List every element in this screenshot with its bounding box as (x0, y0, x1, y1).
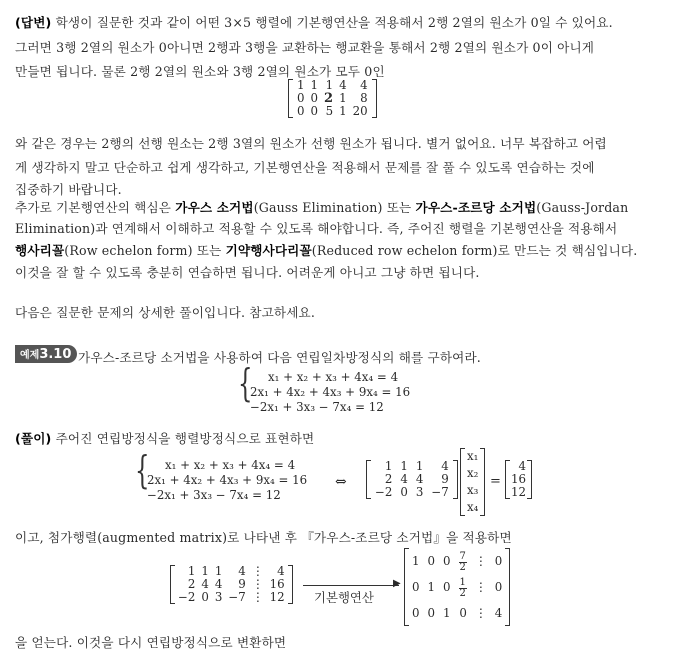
result-matrix-cell: ⋮ (474, 580, 487, 594)
rhs-vector-cell: 4 (518, 459, 527, 473)
iff-symbol: ⇔ (335, 474, 347, 490)
var-vector-row (465, 482, 480, 499)
variable-vector (460, 448, 485, 516)
result-matrix-cell: $\frac{1}{2}$ (459, 576, 466, 599)
matrix1-row (294, 105, 371, 118)
matrix1-cell: 0 (310, 91, 319, 105)
result-matrix-cell: 1 (427, 580, 436, 594)
matrix1-cell: 1 (339, 91, 347, 105)
result-matrix-row (408, 574, 506, 600)
coefficient-matrix (366, 460, 458, 499)
paragraph-line-3: 행사리꼴(Row echelon form) 또는 기약행사다리꼴(Reduced row echelon form)로 만드는 것 핵심입니다. (15, 243, 638, 258)
result-matrix-cell: 1 (412, 554, 420, 568)
result-matrix-cell: 0 (443, 554, 451, 568)
result-matrix-cell: $\frac{7}{2}$ (459, 550, 466, 573)
aug-matrix-cell: 4 (201, 577, 209, 591)
answer-line-4: 와 같은 경우는 2행의 선행 원소는 2행 3열의 원소가 선행 원소가 됩니다. 별거 없어요. 너무 복잡하고 어렵 (15, 136, 607, 151)
aug-matrix-cell: 16 (269, 577, 285, 591)
result-matrix-cell: 1 (443, 606, 451, 620)
aug-matrix-cell: 3 (214, 590, 223, 604)
example-matrix-zero-column (288, 79, 377, 118)
aug-matrix-cell: 4 (214, 577, 223, 591)
rhs-vector-cell: 16 (511, 472, 527, 486)
matrix1-cell: 0 (297, 91, 305, 105)
answer-line-5: 게 생각하지 말고 단순하고 쉽게 생각하고, 기본행연산을 적용해서 문제를 잘 풀 수 있도록 연습하는 것에 (15, 160, 595, 175)
aug-matrix-cell: 12 (269, 590, 285, 604)
matrix1-cell: 5 (325, 104, 334, 118)
aug-matrix-cell: ⋮ (251, 564, 264, 578)
coef-matrix-cell: 1 (384, 459, 393, 473)
coef-matrix-cell: 4 (400, 472, 408, 486)
answer-line-2: 그러면 3행 2열의 원소가 0아니면 2행과 3행을 교환하는 행교환을 통해서 2행 2열의 원소가 0이 아니게 (15, 40, 595, 55)
var-vector-cell: x₁ (467, 449, 479, 463)
coef-matrix-cell: 1 (400, 459, 408, 473)
equation-system: x₁ + x₂ + x₃ + 4x₄ = 4 2x₁ + 4x₂ + 4x₃ + 9x₄ = 16 −2x₁ + 3x₃ − 7x₄ = 12 (250, 370, 411, 414)
arrow-label: 기본행연산 (314, 590, 374, 605)
aug-matrix-cell: 4 (277, 564, 285, 578)
matrix1-cell: 2 (324, 91, 334, 106)
answer-line-6: 집중하기 바랍니다. (15, 182, 122, 197)
result-matrix (404, 548, 510, 626)
aug-matrix-cell: 1 (201, 564, 209, 578)
matrix1-cell: 4 (360, 78, 368, 92)
aug-matrix-cell: ⋮ (251, 577, 264, 591)
result-matrix-cell: 0 (427, 554, 436, 568)
paragraph-line-2: Elimination)과 연계해서 이해하고 적용할 수 있도록 해야합니다. 즉, 주어진 행렬을 기본행연산을 적용해서 (15, 221, 618, 236)
result-matrix-row (408, 548, 506, 574)
result-matrix-cell: 0 (412, 580, 420, 594)
aug-matrix-cell: ⋮ (251, 590, 264, 604)
rhs-vector-cell: 12 (511, 485, 527, 499)
arrow-head-icon: ▶ (393, 578, 401, 589)
coef-matrix-cell: −2 (375, 485, 393, 499)
var-vector-cell: x₂ (467, 466, 479, 480)
paragraph-line-1: 추가로 기본행연산의 핵심은 가우스 소거법(Gauss Elimination) 또는 가우스-조르당 소거법(Gauss-Jordan (15, 200, 629, 215)
aug-matrix-cell: 1 (187, 564, 196, 578)
equals-sign: = (490, 474, 501, 489)
rhs-vector-row (509, 486, 528, 499)
example-badge: 예제3.10 (15, 345, 77, 363)
matrix1-cell: 0 (310, 104, 319, 118)
coef-matrix-row (371, 486, 453, 499)
result-matrix-cell: 4 (494, 606, 503, 620)
var-vector-cell: x₄ (467, 500, 479, 514)
answer-line-3: 만들면 됩니다. 물론 2행 2열의 원소와 3행 2열의 원소가 모두 0인 (15, 64, 385, 79)
var-vector-row (465, 465, 480, 482)
result-matrix-cell: 0 (459, 606, 467, 620)
aug-matrix-row (175, 591, 288, 604)
aug-matrix-cell: 9 (238, 577, 246, 591)
coef-matrix-cell: 4 (441, 459, 449, 473)
result-matrix-cell: 0 (494, 580, 503, 594)
matrix1-cell: 1 (339, 104, 347, 118)
aug-matrix-cell: −2 (178, 590, 196, 604)
coef-matrix-cell: −7 (431, 485, 449, 499)
aug-matrix-cell: 2 (187, 577, 196, 591)
coef-matrix-cell: 2 (384, 472, 393, 486)
result-matrix-cell: ⋮ (474, 554, 487, 568)
result-matrix-row (408, 600, 506, 626)
coef-matrix-cell: 4 (415, 472, 424, 486)
coef-matrix-cell: 0 (400, 485, 408, 499)
answer-line-1: (답변) 학생이 질문한 것과 같이 어떤 3×5 행렬에 기본행연산을 적용해서 2행 2열의 원소가 0일 수 있어요. (15, 15, 613, 30)
aug-matrix-cell: 4 (238, 564, 246, 578)
rhs-vector (505, 460, 532, 499)
matrix1-cell: 0 (297, 104, 305, 118)
result-matrix-cell: 0 (412, 606, 420, 620)
matrix1-cell: 4 (339, 78, 347, 92)
matrix1-cell: 20 (352, 104, 368, 118)
aug-matrix-cell: −7 (228, 590, 246, 604)
final-text: 을 얻는다. 이것을 다시 연립방정식으로 변환하면 (15, 635, 287, 650)
matrix1-cell: 1 (310, 78, 319, 92)
equation-system-2: x₁ + x₂ + x₃ + 4x₄ = 4 2x₁ + 4x₂ + 4x₃ + 9x₄ = 16 −2x₁ + 3x₃ − 7x₄ = 12 (147, 458, 308, 502)
var-vector-row (465, 448, 480, 465)
coef-matrix-cell: 1 (415, 459, 424, 473)
paragraph-line-4: 이것을 잘 할 수 있도록 충분히 연습하면 됩니다. 어려운게 아니고 그냥 하면 됩니다. (15, 265, 480, 280)
aug-matrix-cell: 0 (201, 590, 209, 604)
result-matrix-cell: 0 (494, 554, 503, 568)
result-matrix-cell: ⋮ (474, 606, 487, 620)
answer-label: (답변) (15, 15, 52, 30)
coef-matrix-cell: 3 (415, 485, 424, 499)
example-statement: 가우스-조르당 소거법을 사용하여 다음 연립일차방정식의 해를 구하여라. (78, 350, 481, 365)
augmented-matrix (170, 565, 293, 604)
matrix1-cell: 1 (297, 78, 305, 92)
augmented-text: 이고, 첨가행렬(augmented matrix)로 나타낸 후 『가우스-조르당 소거법』을 적용하면 (15, 530, 512, 545)
var-vector-cell: x₃ (467, 483, 479, 497)
paragraph-line-5: 다음은 질문한 문제의 상세한 풀이입니다. 참고하세요. (15, 305, 316, 320)
result-matrix-cell: 0 (427, 606, 436, 620)
matrix1-cell: 1 (325, 78, 334, 92)
system-brace: { (238, 361, 253, 405)
solution-line: (풀이) 주어진 연립방정식을 행렬방정식으로 표현하면 (15, 431, 315, 446)
var-vector-row (465, 499, 480, 516)
row-operation-arrow (303, 585, 399, 586)
aug-matrix-cell: 1 (214, 564, 223, 578)
result-matrix-cell: 0 (443, 580, 451, 594)
matrix1-cell: 8 (360, 91, 368, 105)
system-brace-2: { (135, 448, 150, 492)
coef-matrix-cell: 9 (441, 472, 449, 486)
